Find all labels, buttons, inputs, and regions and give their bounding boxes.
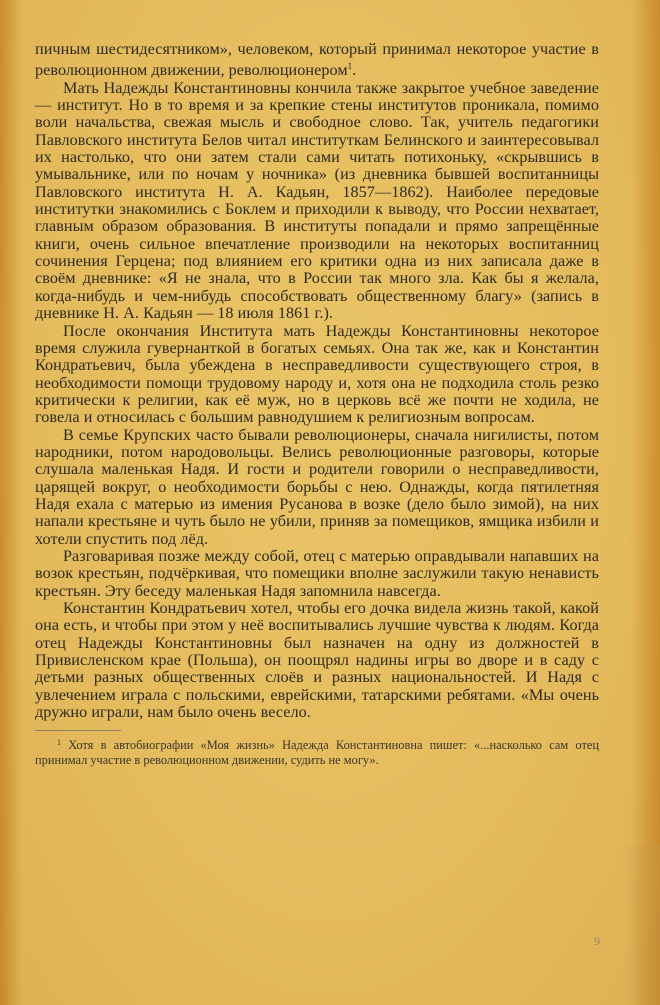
book-page bbox=[35, 41, 599, 768]
paragraph-mother-education: Мать Надежды Константиновны кончила также закрытое учебное заведение — институт. Но в то время и за крепкие стены институтов проникала, помимо воли начальства, свежая мысль и свободное слово. Так, учитель педагогики Павловского института Белов читал институткам Белинского и заинтересовывал их настолько, что они затем стали сами читать потихоньку, «скрывшись в умывальнике, или по ночам у ночника» (из дневника бывшей воспитанницы Павловского института Н. А. Кадьян, 1857—1862). Наиболее передовые институтки знакомились с Боклем и приходили к выводу, что России нехватает, главным образом образования. В институты попадали и прямо запрещённые книги, очень сильное впечатление производили на некоторых воспитанниц сочинения Герцена; под влиянием его критики одна из них записала даже в своём дневнике: «Я не знала, что в России так много зла. Как бы я желала, когда-нибудь и чем-нибудь способствовать общественному благу» (запись в дневнике Н. А. Кадьян — 18 июля 1861 г.). bbox=[35, 78, 599, 323]
footnote-marker: 1 bbox=[57, 738, 61, 748]
footnote-divider bbox=[35, 730, 121, 731]
paragraph-parents-conversation: Разговаривая позже между собой, отец с матерью оправдывали напавших на возок крестьян, подчёркивая, что помещики вполне заслужили такую ненависть крестьян. Эту беседу маленькая Надя запомнила навсегда. bbox=[35, 546, 599, 600]
page-number: 9 bbox=[594, 934, 600, 948]
paragraph-text: пичным шестидесятником», человеком, который принимал некоторое участие в революционном движении, революционером bbox=[35, 40, 599, 80]
paragraph-revolutionaries-visits: В семье Крупских часто бывали революционеры, сначала нигилисты, потом народники, потом народовольцы. Велись революционные разговоры, которые слушала маленькая Надя. И гости и родители говорили о несправедливости, царящей вокруг, о необходимости борьбы с нею. Однажды, когда пятилетняя Надя ехала с матерью из имения Русанова в возке (дело было зимой), на них напали крестьяне и чуть было не убили, приняв за помещиков, ямщика избили и хотели спустить под лёд. bbox=[35, 425, 599, 548]
paragraph-tail: . bbox=[352, 61, 357, 80]
paragraph-mother-governess: После окончания Института мать Надежды Константиновны некоторое время служила гувернанткой в богатых семьях. Она так же, как и Константин Кондратьевич, была убеждена в несправедливости существующего строя, в необходимости помощи трудовому народу и, хотя она не подходила столь резко критически к религии, как её муж, но в церковь всё же почти не ходила, не говела и относилась с большим равнодушием к религиозным вопросам. bbox=[35, 321, 599, 427]
footnote bbox=[35, 736, 599, 767]
paragraph-father-upbringing: Константин Кондратьевич хотел, чтобы его дочка видела жизнь такой, какой она есть, и чтобы при этом у неё воспитывались лучшие чувства к людям. Когда отец Надежды Константиновны был назначен на одну из должностей в Привисленском крае (Польша), он поощрял надины игры во дворе и в саду с детьми разных общественных слоёв и разных национальностей. И Надя с увлечением играла с польскими, еврейскими, татарскими ребятами. «Мы очень дружно играли, нам было очень весело. bbox=[35, 599, 599, 722]
footnote-reference: 1 bbox=[347, 61, 353, 72]
footnote-text: Хотя в автобиографии «Моя жизнь» Надежда Константиновна пишет: «...насколько сам отец принимал участие в революционном движении, судить не могу». bbox=[35, 738, 599, 767]
paragraph-continued bbox=[35, 41, 599, 80]
page-edge-shadow bbox=[620, 845, 660, 1005]
